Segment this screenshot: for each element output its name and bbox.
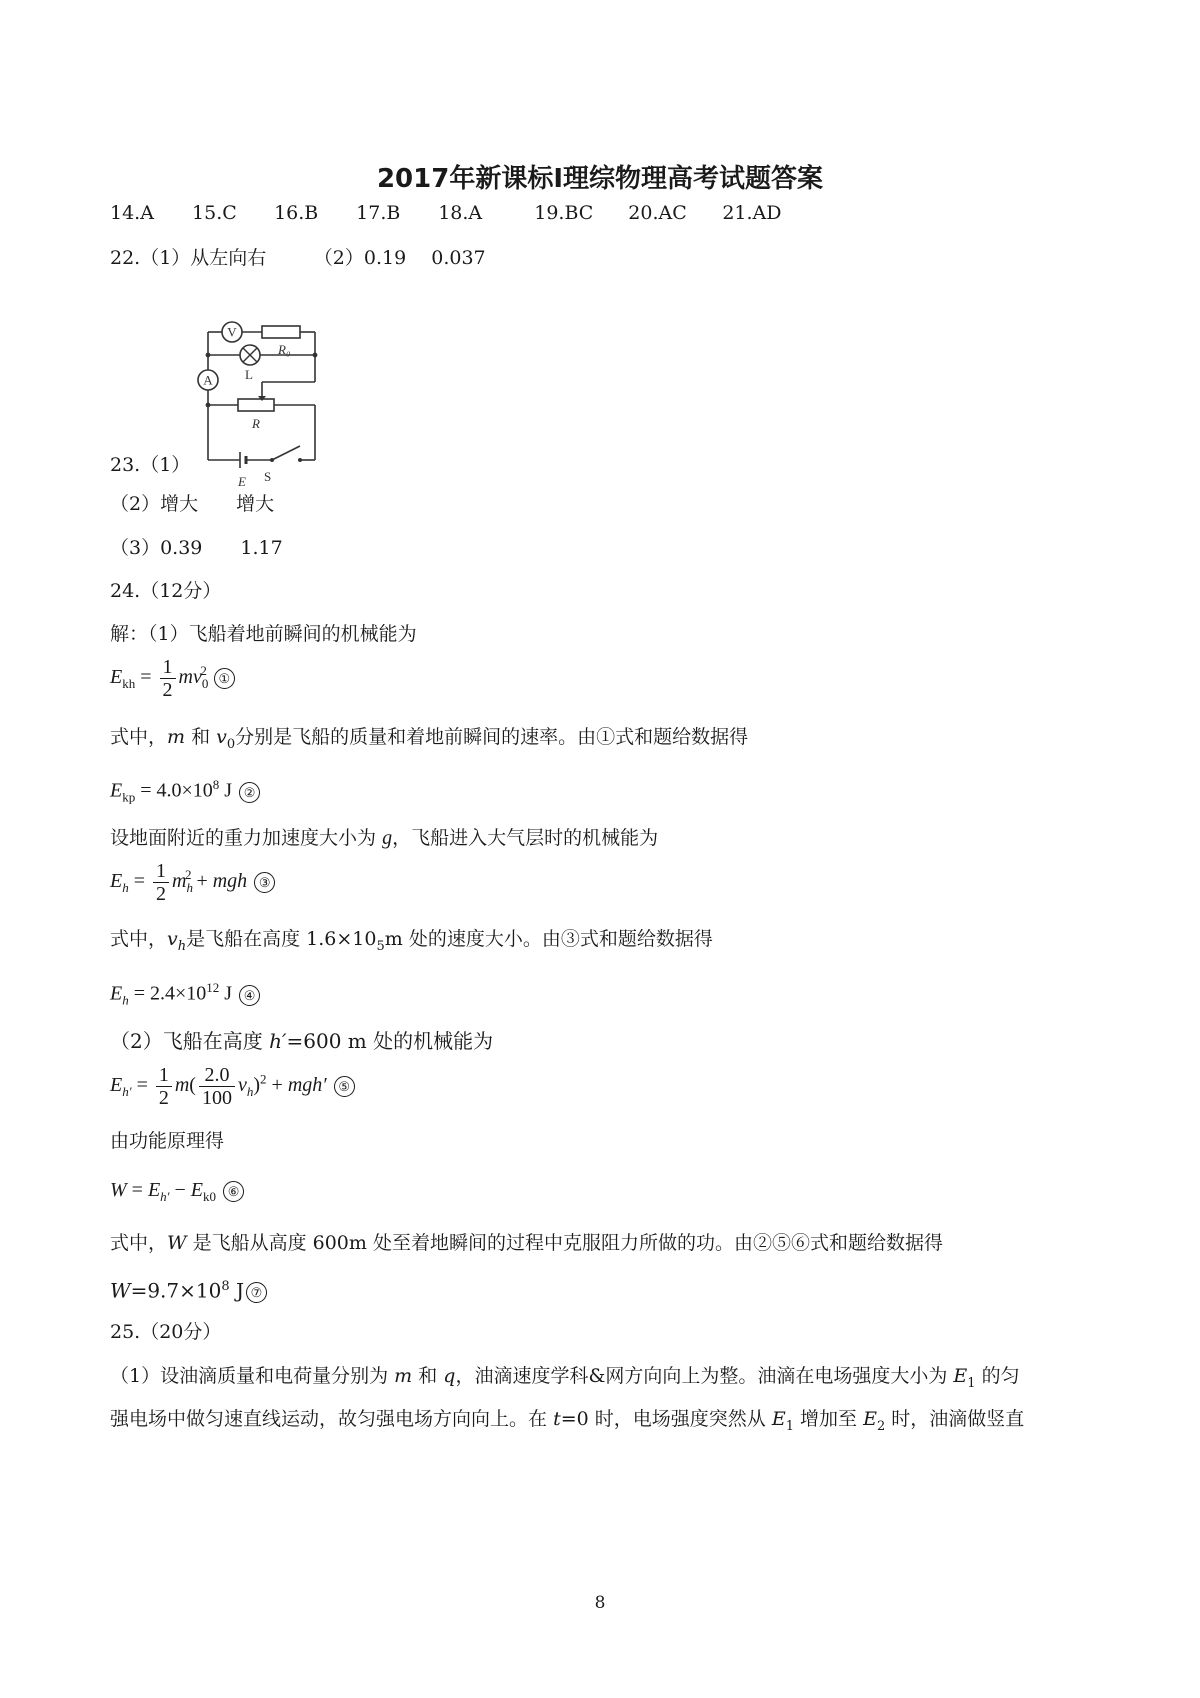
answer-15: 15.C — [192, 202, 237, 224]
equation-4: $E_h = 2.4\times 10^{12}$ J ④ — [110, 975, 260, 1014]
voltmeter-label: V — [227, 324, 237, 340]
answer-16: 16.B — [274, 202, 319, 224]
answer-19: 19.BC — [534, 202, 594, 224]
ammeter-label: A — [203, 372, 213, 388]
q22-answer: 22.（1）从左向右 （2）0.19 0.037 — [110, 247, 486, 269]
equation-6: $W = E_{h'} - E_{k0}$ ⑥ — [110, 1177, 244, 1210]
switch-label: S — [264, 469, 272, 484]
equation-5: $E_{h'}$ = $\frac{1}{2}$ m( $\frac{2.0}{100}$ $v_h)^2 + mgh'$ ⑤ — [110, 1064, 355, 1109]
q23-part3: （3）0.39 1.17 — [110, 537, 283, 559]
equation-1: $E_{kh}$ = $\frac{1}{2}$ $mv_0^2$ ① — [110, 656, 235, 701]
multiple-choice-answers — [110, 200, 810, 226]
q23-part2: （2）增大 增大 — [110, 493, 275, 515]
q24-step3: 设地面附近的重力加速度大小为 g，飞船进入大气层时的机械能为 — [110, 827, 659, 849]
answer-20: 20.AC — [628, 202, 687, 224]
answer-18: 18.A — [438, 202, 483, 224]
q25-line1: （1）设油滴质量和电荷量分别为 m 和 q，油滴速度学科&网方向向上为整。油滴在电场强度大小为 $E_1$ 的匀 — [110, 1365, 1020, 1391]
q23-part1: 23.（1） — [110, 454, 191, 476]
answer-21: 21.AD — [722, 202, 782, 224]
answer-14: 14.A — [110, 202, 154, 224]
q24-header: 24.（12分） — [110, 580, 222, 602]
rheostat-label: R — [252, 416, 260, 431]
equation-2: $E_{kp} = 4.0\times 10^8$ J ② — [110, 772, 260, 811]
page-number: 8 — [594, 1593, 606, 1613]
battery-label: E — [238, 474, 246, 489]
r0-label: R₀ — [278, 342, 291, 357]
lamp-label: L — [245, 367, 253, 382]
q25-line2: 强电场中做匀速直线运动，故匀强电场方向向上。在 t=0 时，电场强度突然从 $E_1$ 增加至 $E_2$ 时，油滴做竖直 — [110, 1408, 1025, 1434]
q24-step7: 式中，W 是飞船从高度 600m 处至着地瞬间的过程中克服阻力所做的功。由②⑤⑥式和题给数据得 — [110, 1232, 943, 1254]
page-title: 2017年新课标Ⅰ理综物理高考试题答案 — [376, 164, 824, 194]
q24-step1: 解：（1）飞船着地前瞬间的机械能为 — [110, 623, 417, 645]
q24-step5: （2）飞船在高度 h′=600 m 处的机械能为 — [110, 1029, 494, 1053]
q25-header: 25.（20分） — [110, 1321, 222, 1343]
q24-step4: 式中，$v_h$是飞船在高度 $1.6\times 10_5m$ 处的速度大小。由③式和题给数据得 — [110, 928, 713, 954]
answer-17: 17.B — [356, 202, 401, 224]
circuit-diagram — [190, 310, 340, 495]
q24-step6: 由功能原理得 — [110, 1130, 225, 1152]
q24-step2: 式中，m 和 $v_0$分别是飞船的质量和着地前瞬间的速率。由①式和题给数据得 — [110, 726, 749, 752]
equation-7: $W=9.7\times 10^8$ J ⑦ — [110, 1274, 267, 1304]
equation-3: $E_h$ = $\frac{1}{2}$ $m_h^2$ + mgh ③ — [110, 860, 275, 905]
